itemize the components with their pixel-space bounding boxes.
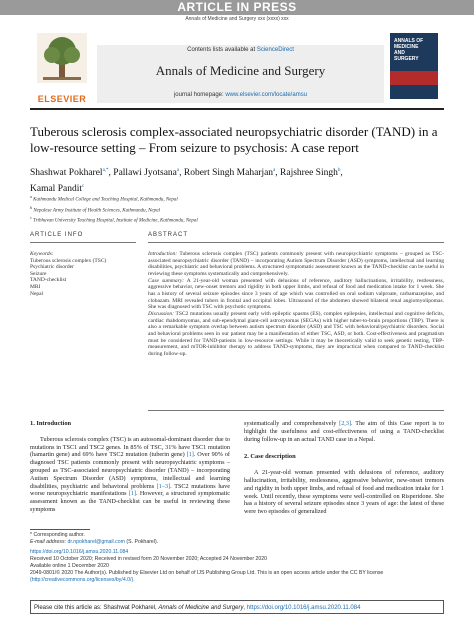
- citation-link[interactable]: [2,3]: [339, 420, 352, 427]
- abstract-rule: [148, 242, 444, 243]
- header-divider: [30, 108, 444, 110]
- footnotes: [30, 532, 444, 584]
- footnote-rule: [30, 529, 90, 530]
- received-dates: Received 10 October 2020; Received in revised form 20 November 2020; Accepted 24 November 2020: [30, 556, 268, 562]
- author[interactable]: Rajshree Singh$^b$: [280, 168, 341, 179]
- journal-citation-line: Annals of Medicine and Surgery xxx (xxxx) xxx: [185, 16, 289, 22]
- publisher-name: ELSEVIER: [37, 94, 87, 104]
- abstract-heading: ABSTRACT: [148, 232, 189, 238]
- license-link[interactable]: (http://creativecommons.org/licenses/by/4.0/).: [30, 577, 135, 583]
- case-description-paragraph: A 21-year-old woman presented with delusions of reference, auditory hallucination, irritability, restlessness, aggressive behavior, new-onset tremors and rigidity in both upper limbs, and refusal of food and medication intake for 1 week. Until recently, these symptoms were well-controlled on Risperidone. She has a history of several seizure episodes since 3 years of age: the latest of these were two episodes of generalized: [244, 469, 444, 516]
- author[interactable]: Shashwat Pokharel$^{a,*}$: [30, 168, 109, 179]
- elsevier-tree-logo: [37, 33, 87, 83]
- body-column-right: [244, 420, 444, 516]
- keywords-block: [30, 251, 130, 297]
- introduction-heading: 1. Introduction: [30, 420, 72, 427]
- article-info-heading: ARTICLE INFO: [30, 232, 84, 238]
- keyword: Seizure: [30, 270, 47, 277]
- citation-link[interactable]: [1]: [128, 490, 137, 498]
- affiliation: $^c$ Tribhuvan University Teaching Hospital, Institute of Medicine, Kathmandu, Nepal: [30, 215, 198, 224]
- introduction-continued: systematically and comprehensively [2,3]. The aim of this Case report is to highlight the usefulness and cost-effectiveness of using a TAND-checklist during follow-up in an actual TAND case in a Nepal.: [244, 420, 444, 443]
- affiliations: [30, 193, 444, 225]
- affiliation: $^b$ Nepalese Army Institute of Health Sciences, Kathmandu, Nepal: [30, 204, 161, 214]
- author[interactable]: Pallawi Jyotsana$^a$: [113, 168, 180, 179]
- keyword: MRI: [30, 283, 41, 290]
- abstract-introduction: Introduction: Tuberous sclerosis complex (TSC) patients commonly present with neuropsychiatric symptoms – grouped as TSC-associated neuropsychiatric disorder (TAND) – incorporating Autism Spectrum Disorder (ASD) symptoms, intellectual and learning disabilities, psychiatric and behavioral problems. A structured symptomatic assessment known as the TAND-checklist can be useful in reviewing these symptoms systematically and comprehensively.: [148, 251, 444, 277]
- corresponding-author-note: * Corresponding author.: [30, 532, 85, 538]
- author[interactable]: Robert Singh Maharjan$^a$: [183, 168, 276, 179]
- email-link[interactable]: dr.npokharel@gmail.com: [67, 539, 125, 545]
- abstract-discussion: Discussion: TSC2 mutations usually present early with epileptic spasms (ES), complex epilepsies, intellectual and cognitive deficits, cardiac rhabdomyomas, and sub-ependymal giant-cell astrocytomas (SEGAs) with higher tuber-to-brain proportions (TBP). There is also a remarkable symptom overlap between autism spectrum disorder (ASD) and TSC with behavioral/psychiatric disorders. Social and behavioral problems seen in our patient may be a manifestation of either TSC, ASD, or both. Cost-effectiveness and pragmatism must be considered for TAND-patients in low-resource settings. While it may be theoretically valid to seek genetic testing, TBP-measurement, and mTOR-inhibitor therapy to address TAND-symptoms, they are impractical when compared to TAND-checklist during follow-up.: [148, 310, 444, 357]
- keywords-label: Keywords:: [30, 251, 54, 257]
- case-description-heading: 2. Case description: [244, 453, 296, 461]
- contents-line: [97, 47, 384, 53]
- author[interactable]: Kamal Pandit$^c$: [30, 184, 85, 195]
- introduction-paragraph: Tuberous sclerosis complex (TSC) is an autosomal-dominant disorder due to mutations in TSC1 and TSC2 genes. In 85% of TSC, 31% have TSC1 mutation (hamartin gene) and 69% have TSC2 mutation (tuberin gene) [1]. Over 90% of diagnosed TSC patients commonly present with neuropsychiatric symptoms – grouped as TSC-associated neuropsychiatric disorder (TAND) – incorporating Autism Spectrum Disorder (ASD) symptoms, intellectual and learning disabilities, psychiatric and behavioral problems [1–3]. TSC2 mutations have worse neuropsychiatric manifestations [1]. However, a structured symptomatic assessment known as the TAND-checklist can be useful in reviewing these symptoms: [30, 435, 231, 513]
- sciencedirect-link[interactable]: ScienceDirect: [256, 47, 294, 53]
- license-line: 2049-0801/© 2020 The Author(s). Published by Elsevier Ltd on behalf of IJS Publishing Group Ltd. This is an open access article under the CC BY license (http://creativecommons.org/licenses/by/4.0/).: [30, 570, 384, 583]
- abstract-end-rule: [148, 410, 444, 411]
- abstract-case-summary: Case summary: A 21-year-old woman presented with delusions of reference, auditory hallucinations, irritability, restlessness, aggressive behavior, new-onset tremors and rigidity in both upper limbs, and refusal of food and medication intake for 1 week. She has a history of several seizure episodes since 3 years of age which was controlled on oral sodium valproate, carbamazepine, and clobazam. MRI revealed tubers in frontal and occipital lobes. Ultrasound of the abdomen showed bilateral renal angiomyolipomas. She was diagnosed with TSC with psychotic symptoms.: [148, 277, 444, 311]
- email-line: E-mail address: dr.npokharel@gmail.com (S. Pokharel).: [30, 539, 159, 545]
- keyword: TAND-checklist: [30, 277, 67, 284]
- author-list: Shashwat Pokharel$^{a,*}$, Pallawi Jyotsana$^a$, Robert Singh Maharjan$^a$, Rajshree Singh$^b$, Kamal Pandit$^c$: [30, 168, 343, 195]
- keyword: Tuberous sclerosis complex (TSC): [30, 257, 107, 264]
- affiliation: $^a$ Kathmandu Medical College and Teaching Hospital, Kathmandu, Nepal: [30, 194, 178, 203]
- abstract-body: [148, 251, 444, 358]
- body-column-left: [30, 420, 230, 514]
- citation-link[interactable]: [1–3]: [156, 482, 171, 490]
- cite-doi-link[interactable]: , https://doi.org/10.1016/j.amsu.2020.11.084: [243, 605, 361, 611]
- article-info-rule: [30, 242, 136, 243]
- doi-link[interactable]: https://doi.org/10.1016/j.amsu.2020.11.084: [30, 549, 129, 555]
- article-in-press-banner: ARTICLE IN PRESS: [0, 0, 474, 15]
- homepage-link[interactable]: www.elsevier.com/locate/amsu: [225, 92, 308, 98]
- cover-title: ANNALS OF MEDICINE AND SURGERY: [394, 38, 424, 62]
- journal-title: Annals of Medicine and Surgery: [155, 63, 326, 78]
- cite-this-article-box: Please cite this article as: Shashwat Pokharel, Annals of Medicine and Surgery, https://doi.org/10.1016/j.amsu.2020.11.084: [30, 600, 444, 614]
- keyword: Nepal: [30, 290, 44, 297]
- keyword: Psychiatric disorder: [30, 264, 74, 271]
- citation-link[interactable]: [1]: [186, 451, 194, 459]
- journal-cover-image: [390, 33, 438, 99]
- homepage-prefix: journal homepage:: [173, 92, 224, 98]
- journal-homepage-line: [97, 92, 384, 98]
- article-title: Tuberous sclerosis complex-associated neuropsychiatric disorder (TAND) in a low-resource setting – From seizure to psychosis: A case report: [30, 124, 438, 155]
- available-online: Available online 1 December 2020: [30, 563, 109, 569]
- cover-stripe: [390, 71, 438, 85]
- contents-prefix: Contents lists available at: [187, 47, 256, 53]
